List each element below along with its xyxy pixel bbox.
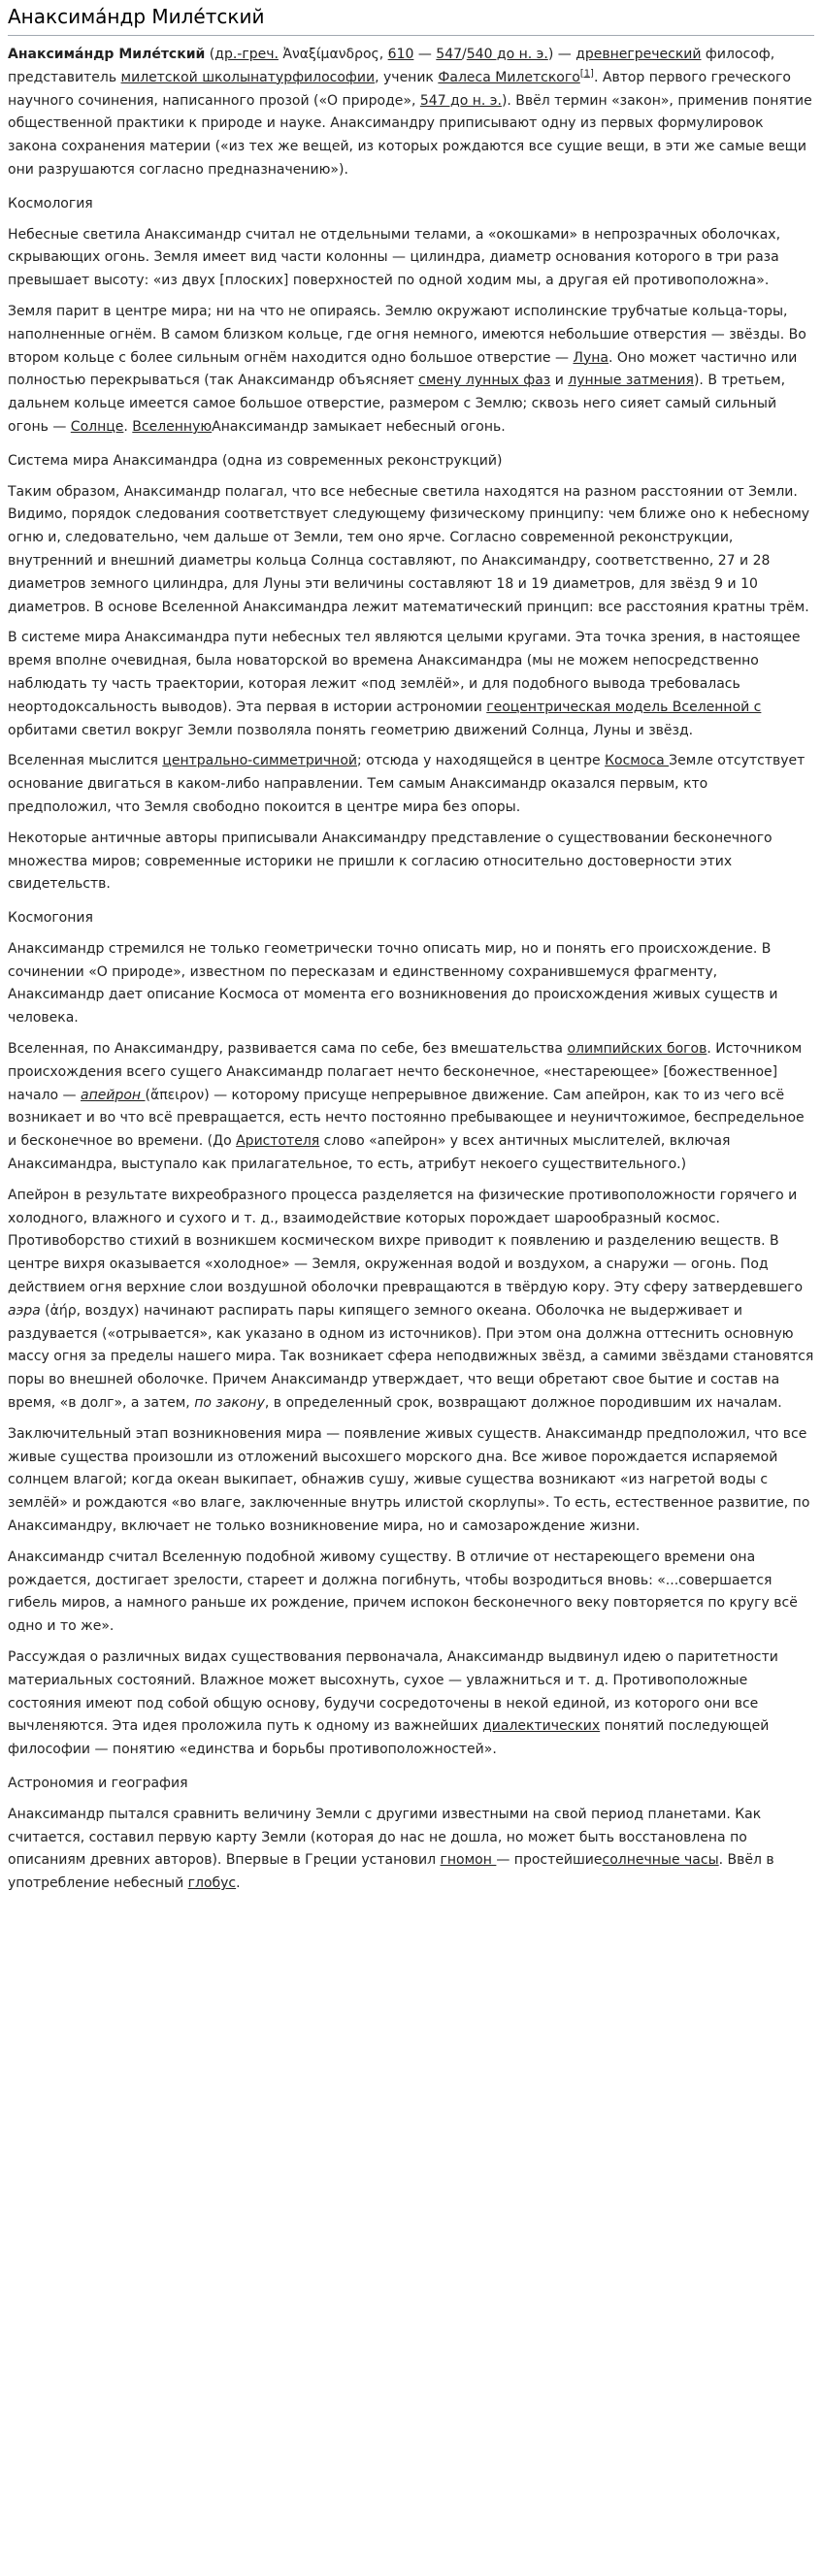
text-span: . [236,1875,241,1892]
text-span: . Источником происхождения всего сущего Анаксимандр полагает нечто бесконечное, «нестареющее» [божественное] начало — [8,1041,803,1103]
text-span: (ἄπειρον) — которому присуще непрерывное движение. Сам апейрон, как то из чего всё возникает и во что всё превращается, есть нечто постоянно пребывающее и неуничтожимое, беспредельное и бесконечное во времени. (До [8,1087,805,1150]
section-heading-cosmogony: Космогония [8,910,93,927]
link-year-547-bc[interactable]: 547 до н. э. [419,92,502,109]
lead-paragraph [8,44,814,182]
text-span: — [413,47,437,62]
link-year-540[interactable]: 540 до н. э. [466,47,548,62]
link-greek-language[interactable]: др.-греч. [214,47,279,62]
paragraph: Таким образом, Анаксимандр полагал, что все небесные светила находятся на разном расстоянии от Земли. Видимо, порядок следования соответствует следующему физическому принципу: чем ближе оно к небесному огню и, следовательно, чем дальше от Земли, тем оно ярче. Согласно современной реконструкции, внутренний и внешний диаметры кольца Солнца составляют, по Анаксимандру, соответственно, 27 и 28 диаметров земного цилиндра, для Луны эти величины составляют 18 и 19 диаметров, для звёзд 9 и 10 диаметров. В основе Вселенной Анаксимандра лежит математический принцип: все расстояния кратны трём. [8,483,810,615]
paragraph [8,1804,814,1896]
text-span: Анаксимандр пытался сравнить величину Земли с другими известными на свой период планетами. Как считается, составил первую карту Земли (которая до нас не дошла, но может быть восстановлена по описаниям древних авторов). Впервые в Греции установил [8,1806,762,1869]
reference-1[interactable] [580,68,594,79]
subject-name: Анаксима́ндр Миле́тский [8,47,206,62]
section-heading-astronomy-geography: Астрономия и география [8,1775,188,1791]
paragraph: Анаксимандр считал Вселенную подобной живому существу. В отличие от нестареющего времени она рождается, достигает зрелости, стареет и должна погибнуть, чтобы возродиться вновь: «...совершается гибель миров, а намного раньше их рождение, причем испокон бесконечного веку повторяется по кругу всё одно и то же». [8,1549,798,1635]
link-aristotle[interactable]: Аристотеля [236,1133,320,1150]
paragraph [8,1185,814,1416]
link-lunar-phases[interactable]: смену лунных фаз [418,373,551,389]
text-span: философ, представитель [8,47,775,85]
link-thales[interactable]: Фалеса Милетского [438,69,580,85]
section-heading-cosmology: Космология [8,195,93,212]
page-title: Анаксима́ндр Миле́тский [8,0,814,36]
link-moon[interactable]: Луна [573,349,608,366]
link-universe[interactable]: Вселенную [132,418,213,435]
aera-term: аэра [8,1302,41,1319]
link-central-symmetry[interactable]: центрально-симметричной [162,753,357,769]
text-span: Апейрон в результате вихреобразного процесса разделяется на физические противоположности горячего и холодного, влажного и сухого и т. д., взаимодействие которых порождает шарообразный космос. Противоборство стихий в возникшем космическом вихре приводит к появлению и разделению веществ. В центре вихря оказывается «холодное» — Земля, окруженная водой и воздухом, а снаружи — огонь. Под действием огня верхние слои воздушной оболочки превращаются в твёрдую кору. Эту сферу затвердевшего [8,1187,804,1296]
paragraph [8,301,814,440]
text-span: (ἀήρ, воздух) начинают распирать пары кипящего земного океана. Оболочка не выдерживает и раздувается («отрывается», как указано в одном из источников). При этом она должна оттеснить основную массу огня за пределы нашего мира. Так возникает сфера неподвижных звёзд, а самими звёздами становятся поры во внешней оболочке. Причем Анаксимандр утверждает, что вещи обретают свое бытие и состав на время, «в долг», а затем, [8,1302,814,1412]
link-sundial[interactable]: солнечные часы [602,1852,719,1869]
text-span: Вселенная, по Анаксимандру, развивается сама по себе, без вмешательства [8,1041,568,1058]
text-span: . [123,418,133,435]
text-span: . Оно может частично или полностью перекрываться (так Анаксимандр объясняет [8,349,798,389]
link-cosmos[interactable]: Космоса [605,753,670,769]
link-year-547[interactable]: 547 [436,47,463,62]
paragraph: Заключительный этап возникновения мира — появление живых существ. Анаксимандр предположил, что все живые существа произошли из отложений высохшего морского дна. Все живое порождается испаряемой солнцем влагой; когда океан выкипает, обнажив сушу, живые существа возникают «из нагретой воды с землёй» и рождаются «во влаге, заключенные внутрь илистой скорлупы». То есть, естественное развитие, по Анаксимандру, включает не только возникновение мира, но и самозарождение жизни. [8,1425,810,1535]
paragraph [8,627,814,742]
text-span: и [550,373,569,389]
section-heading-world-system: Система мира Анаксимандра (одна из современных реконструкций) [8,452,503,469]
link-olympian-gods[interactable]: олимпийских богов [567,1041,707,1058]
text-span: ). В третьем, дальнем кольце имеется самое большое отверстие, размером с Землю; сквозь него сияет самый сильный огонь — [8,373,786,435]
paragraph: Небесные светила Анаксимандр считал не отдельными телами, а «окошками» в непрозрачных оболочках, скрывающих огонь. Земля имеет вид части колонны — цилиндра, диаметр основания которого в три раза превышает высоту: «из двух [плоских] поверхностей по одной ходим мы, а другая ей противоположна». [8,226,781,289]
text-span: ( [205,47,215,62]
text-span: Рассуждая о различных видах существования первоначала, Анаксимандр выдвинул идею о паритетности материальных состояний. Влажное может высохнуть, сухое — увлажниться и т. д. Противоположные состояния имеют под собой общую основу, будучи сосредоточены в некой единой, из которого они все вычленяются. Эта идея проложила путь к одному из важнейших [8,1649,778,1735]
link-gnomon[interactable]: гномон [440,1852,497,1869]
text-span: Земле отсутствует основание двигаться в каком-либо направлении. Тем самым Анаксимандр оказался первым, кто предположил, что Земля свободно покоится в центре мира без опоры. [8,753,806,815]
link-ancient-greek[interactable]: древнегреческий [575,47,702,62]
text-span: орбитами светил вокруг Земли позволяла понять геометрию движений Солнца, Луны и звёзд. [8,722,694,738]
paragraph [8,750,814,819]
greek-name: Ἀναξίμανδρος, [278,47,388,62]
link-dialectics[interactable]: диалектических [482,1718,601,1735]
text-span: . Автор первого греческого научного сочинения, написанного прозой («О природе», [8,69,791,109]
link-geocentric-model[interactable]: геоцентрическая модель Вселенной с [486,699,762,715]
text-span: ; отсюда у находящейся в центре [356,753,606,769]
text-span: , ученик [375,69,439,85]
law-term: по закону [194,1395,265,1412]
paragraph: Некоторые античные авторы приписывали Анаксимандру представление о существовании бесконечного множества миров; современные историки не пришли к согласию относительно достоверности этих свидетельств. [8,830,773,893]
text-span: Земля парит в центре мира; ни на что не опираясь. Землю окружают исполинские трубчатые кольца-торы, наполненные огнём. В самом близком кольце, где огня немного, имеются небольшие отверстия — звёзды. Во втором кольце с более сильным огнём находится одно большое отверстие — [8,303,806,366]
text-span: Анаксимандр замыкает небесный огонь. [212,418,506,435]
text-span: . Ввёл в употребление небесный [8,1852,774,1892]
paragraph [8,1038,814,1177]
text-span: Вселенная мыслится [8,753,163,769]
text-span: понятий последующей философии — понятию «единства и борьбы противоположностей». [8,1718,770,1758]
link-milesian-school[interactable]: милетской школынатурфилософии [120,69,376,85]
link-globe[interactable]: глобус [187,1875,237,1892]
reference-link[interactable]: [1] [579,68,594,80]
text-span: В системе мира Анаксимандра пути небесных тел являются целыми кругами. Эта точка зрения, в настоящее время вполне очевидная, была новаторской во времена Анаксимандра (мы не можем непосредственно наблюдать ту часть траектории, которая лежит «под землёй», и для подобного вывода требовалась неортодоксальность выводов). Эта первая в истории астрономии [8,630,801,715]
text-span: слово «апейрон» у всех античных мыслителей, включая Анаксимандра, выступало как прилагательное, то есть, атрибут некоего существительного.) [8,1133,731,1173]
text-span: ) — [547,47,576,62]
text-span: , в определенный срок, возвращают должное породившим их началам. [264,1395,782,1412]
link-lunar-eclipses[interactable]: лунные затмения [568,373,694,389]
paragraph: Анаксимандр стремился не только геометрически точно описать мир, но и понять его происхождение. В сочинении «О природе», известном по пересказам и единственному сохранившемуся фрагменту, Анаксимандр дает описание Космоса от момента его возникновения до происхождения живых существ и человека. [8,940,778,1027]
link-sun[interactable]: Солнце [70,418,124,435]
text-span: / [462,47,467,62]
paragraph [8,1647,814,1762]
text-span: ). Ввёл термин «закон», применив понятие общественной практики к природе и науке. Анаксимандру приписывают одну из первых формулировок закона сохранения материи («из тех же вещей, из которых рождаются все сущие вещи, в эти же самые вещи они разрушаются согласно предназначению»). [8,92,812,178]
link-apeiron[interactable] [81,1088,146,1103]
text-span: — простейшие [496,1852,603,1869]
apeiron-term: апейрон [81,1087,146,1103]
link-year-610[interactable]: 610 [387,47,414,62]
